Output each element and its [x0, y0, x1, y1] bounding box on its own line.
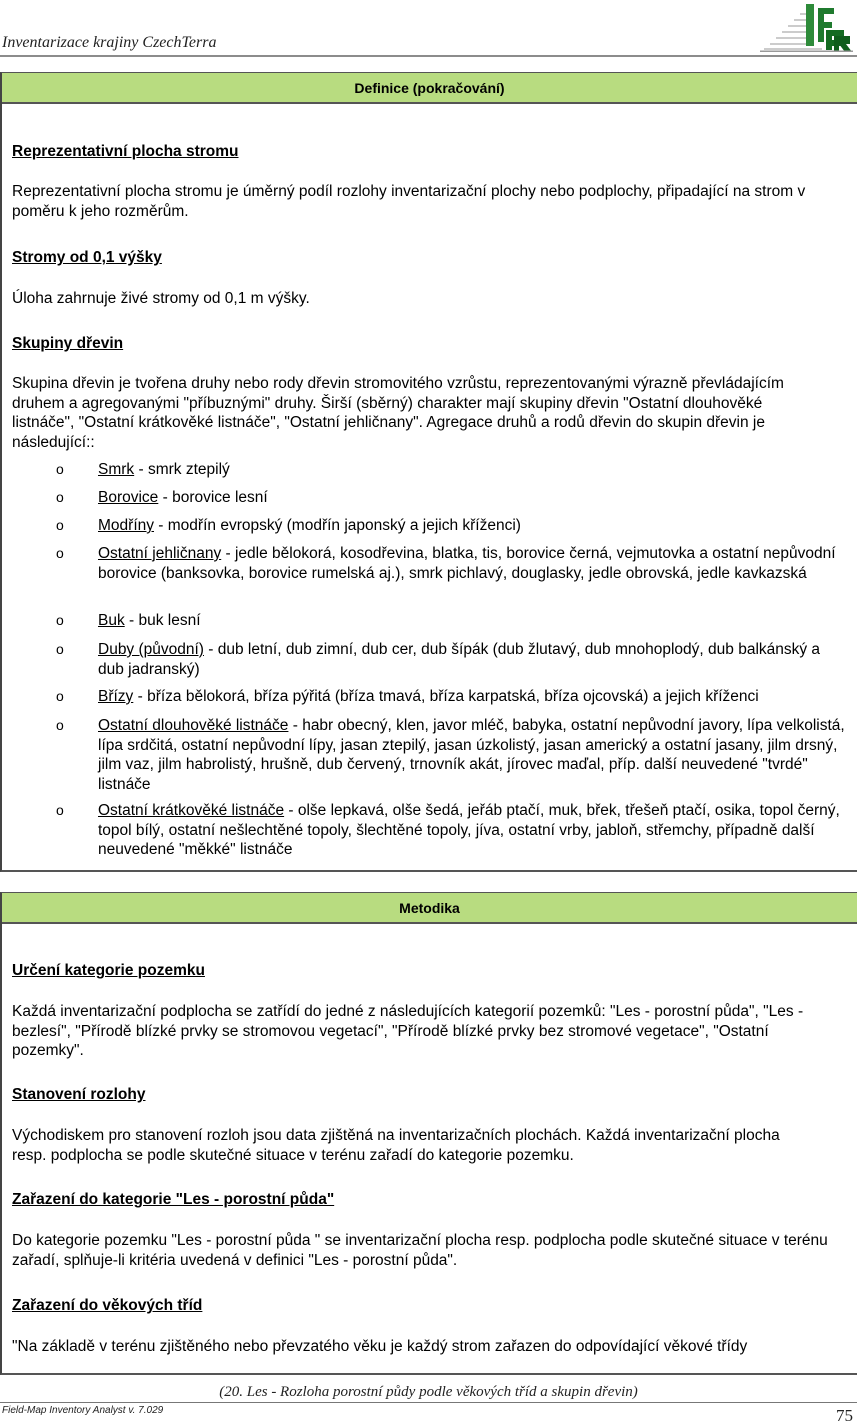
methodology-heading: Zařazení do věkových tříd — [12, 1297, 203, 1314]
definition-heading: Skupiny dřevin — [12, 335, 124, 352]
definition-heading: Reprezentativní plocha stromu — [12, 143, 239, 160]
species-group-name: Smrk — [98, 461, 135, 478]
species-group-name: Ostatní krátkověké listnáče — [98, 802, 285, 819]
species-group-desc: - smrk ztepilý — [134, 461, 230, 478]
methodology-text: Východiskem pro stanovení rozloh jsou data zjištěná na inventarizačních plochách. Každá inventarizační plocha resp. podplocha se podle skutečné situace v terénu zařadí do kategorie pozemku. — [12, 1127, 780, 1164]
definitions-body — [2, 104, 857, 870]
methodology-text: Každá inventarizační podplocha se zatřídí do jedné z následujících kategorií pozemků: "Les - porostní půda", "Les - bezlesí", "Přírodě blízké prvky se stromovou vegetací", "Přírodě blízké prvky bez stromové vegetace", "Ostatní pozemky". — [12, 1003, 804, 1059]
definition-heading: Stromy od 0,1 výšky — [12, 249, 162, 266]
header-divider — [0, 55, 857, 57]
species-group-desc: - borovice lesní — [158, 489, 268, 506]
methodology-heading: Stanovení rozlohy — [12, 1086, 146, 1103]
bullet-icon: o — [56, 641, 64, 657]
definition-text: Úloha zahrnuje živé stromy od 0,1 m výšky. — [12, 290, 310, 307]
bullet-icon: o — [56, 489, 64, 505]
species-group-desc: - dub letní, dub zimní, dub cer, dub šípák (dub žlutavý, dub mnohoplodý, dub balkánský a dub jadranský) — [98, 641, 821, 678]
bullet-icon: o — [56, 545, 64, 561]
species-group-desc: - habr obecný, klen, javor mléč, babyka, ostatní nepůvodní javory, lípa velkolistá, lípa srdčitá, ostatní nepůvodní lípy, jasan ztepilý, jasan úzkolistý, jasan americký a ostatní jasany, jilm drsný, jilm vaz, jilm habrolistý, hrušně, dub červený, trnovník akát, jírovec maďal, příp. další neuvedené "tvrdé" listnáče — [98, 717, 845, 793]
bullet-icon: o — [56, 461, 64, 477]
definition-text: Skupina dřevin je tvořena druhy nebo rody dřevin stromovitého vzrůstu, reprezentovanými výrazně převládajícím druhem a agregovanými "příbuznými" druhy. Širší (sběrný) charakter mají skupiny dřevin "Ostatní dlouhověké listnáče", "Ostatní krátkověké listnáče", "Ostatní jehličnany". Agregace druhů a rodů dřevin do skupin dřevin je následující:: — [12, 375, 784, 451]
species-group-desc: - jedle bělokorá, kosodřevina, blatka, tis, borovice černá, vejmutovka a ostatní nepůvodní borovice (banksovka, borovice rumelská aj.), smrk pichlavý, douglasky, jedle obrovská, jedle kavkazská — [98, 545, 836, 582]
species-group-name: Borovice — [98, 489, 159, 506]
definitions-section — [0, 72, 857, 872]
page-number: 75 — [836, 1406, 853, 1425]
species-group-name: Břízy — [98, 688, 134, 705]
species-group-desc: - olše lepkavá, olše šedá, jeřáb ptačí, muk, břek, třešeň ptačí, osika, topol černý, topol bílý, ostatní nešlechtěné topoly, šlechtěné topoly, jíva, ostatní vrby, jabloň, střemchy, případně další neuvedené "měkké" listnáče — [98, 802, 840, 858]
definition-text: Reprezentativní plocha stromu je úměrný podíl rozlohy inventarizační plochy nebo podplochy, připadající na strom v poměru k jeho rozměrům. — [12, 183, 806, 220]
species-group-name: Ostatní dlouhověké listnáče — [98, 717, 289, 734]
species-group-name: Buk — [98, 612, 125, 629]
page-header — [0, 0, 857, 57]
species-group-name: Modříny — [98, 517, 154, 534]
species-group-desc: - buk lesní — [124, 612, 201, 629]
bullet-icon: o — [56, 517, 64, 533]
methodology-heading: Zařazení do kategorie "Les - porostní půda" — [12, 1191, 335, 1208]
definitions-section-title: Definice (pokračování) — [2, 73, 857, 104]
methodology-heading: Určení kategorie pozemku — [12, 962, 205, 979]
species-group-desc: - bříza bělokorá, bříza pýřitá (bříza tmavá, bříza karpatská, bříza ojcovská) a jejich kříženci — [133, 688, 759, 705]
document-title: Inventarizace krajiny CzechTerra — [2, 34, 217, 51]
bullet-icon: o — [56, 717, 64, 733]
species-group-name: Ostatní jehličnany — [98, 545, 222, 562]
ifer-logo-icon — [760, 2, 853, 52]
bullet-icon: o — [56, 688, 64, 704]
species-group-desc: - modřín evropský (modřín japonský a jejich kříženci) — [154, 517, 521, 534]
methodology-body — [2, 924, 857, 1373]
methodology-text: Do kategorie pozemku "Les - porostní půda " se inventarizační plocha resp. podplocha podle skutečné situace v terénu zařadí, splňuje-li kritéria uvedená v definici "Les - porostní půda". — [12, 1232, 828, 1269]
software-version: Field-Map Inventory Analyst v. 7.029 — [2, 1405, 164, 1416]
methodology-section — [0, 892, 857, 1375]
bullet-icon: o — [56, 802, 64, 818]
bullet-icon: o — [56, 612, 64, 628]
methodology-text: "Na základě v terénu zjištěného nebo převzatého věku je každý strom zařazen do odpovídající věkové třídy — [12, 1338, 748, 1355]
figure-caption: (20. Les - Rozloha porostní půdy podle věkových tříd a skupin dřevin) — [219, 1384, 638, 1400]
footer-divider — [0, 1402, 857, 1403]
species-group-name: Duby (původní) — [98, 641, 204, 658]
methodology-section-title: Metodika — [2, 893, 857, 924]
